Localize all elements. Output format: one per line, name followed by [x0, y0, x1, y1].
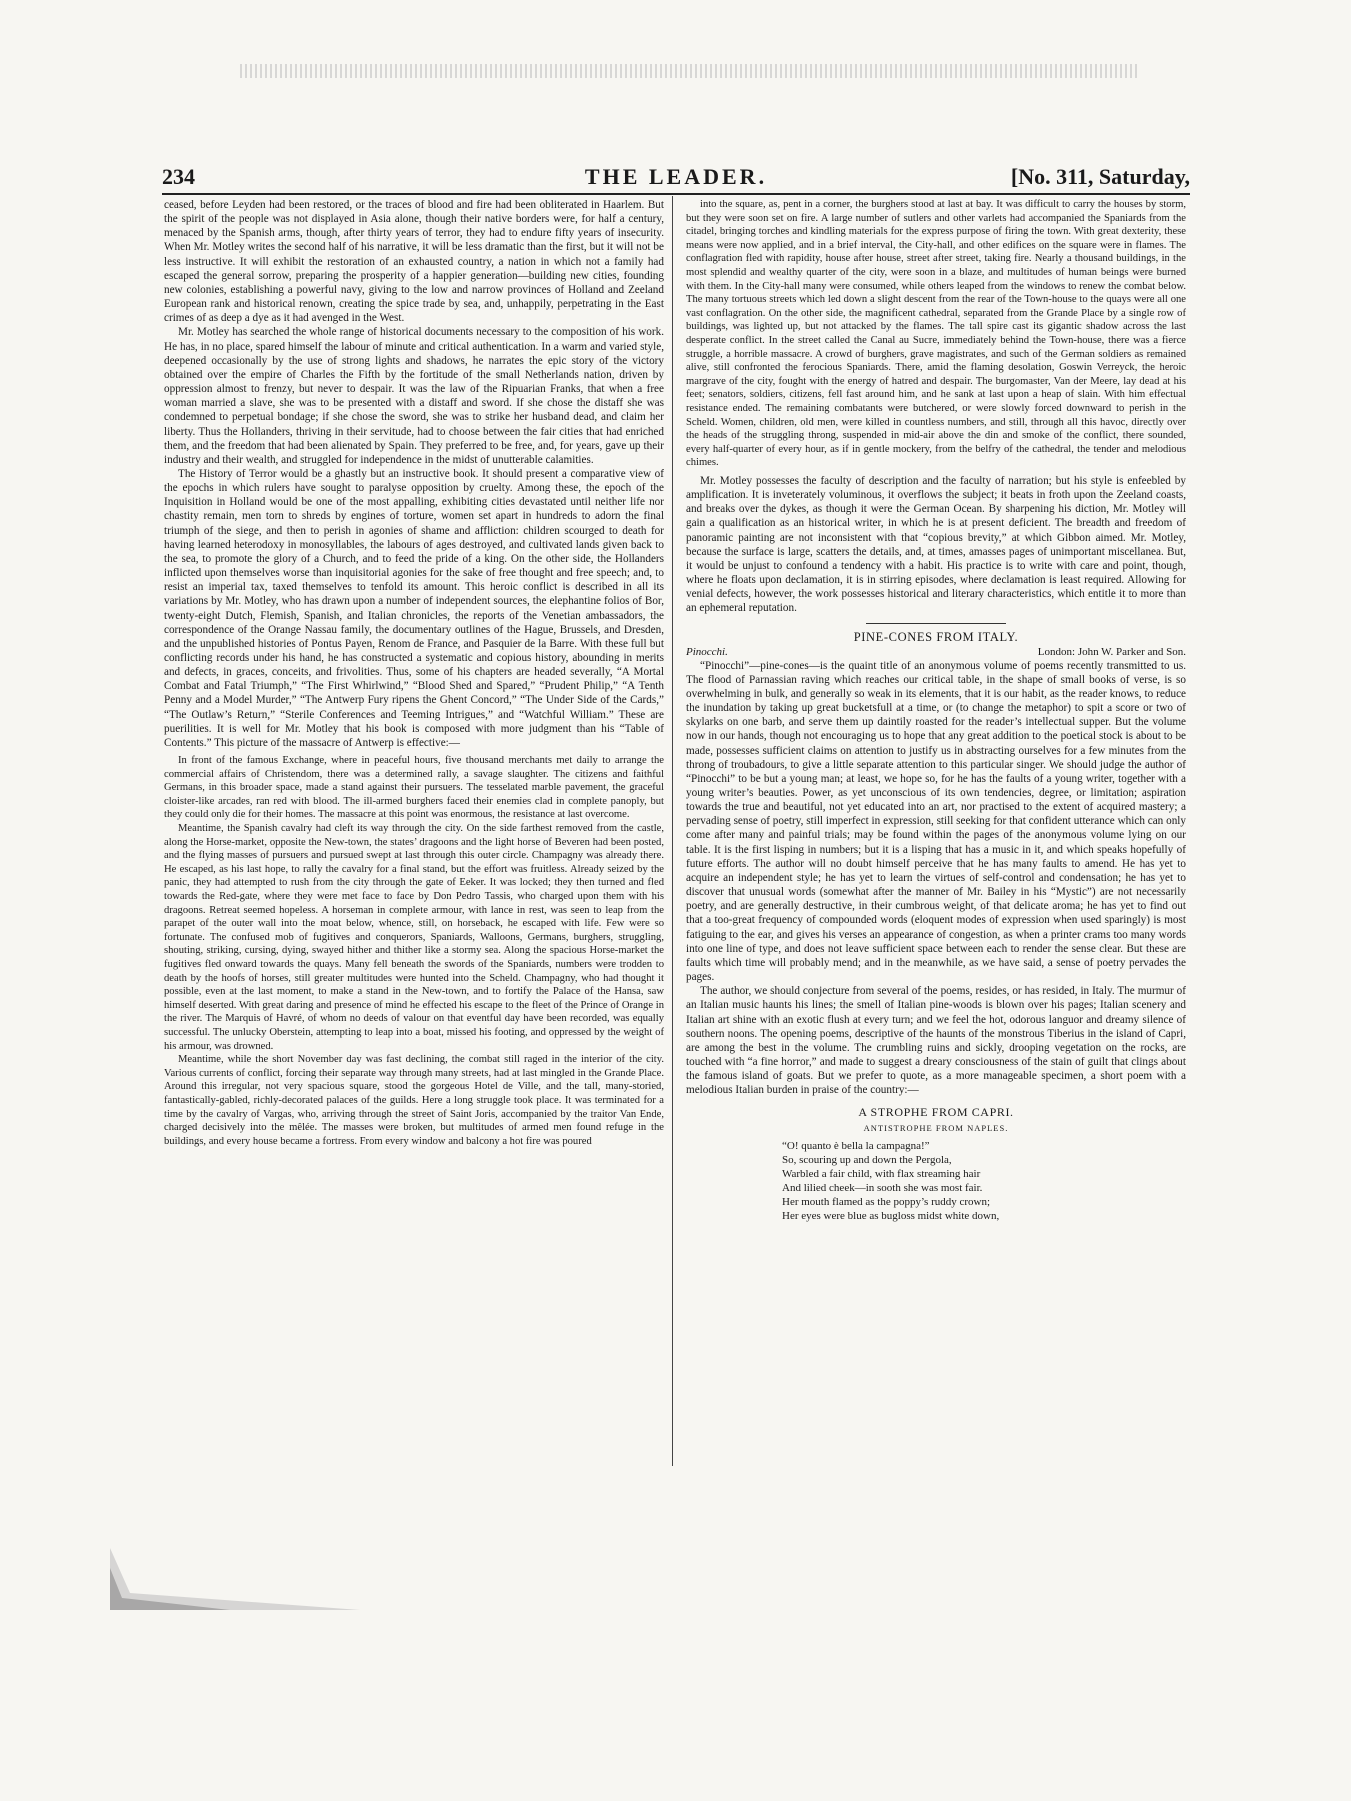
page-header	[162, 164, 1190, 188]
poem-line: “O! quanto è bella la campagna!”	[782, 1139, 930, 1152]
quoted-extract: Meantime, the Spanish cavalry had cleft its way through the city. On the side farthest removed from the castle, along the Horse-market, opposite the New-town, the states’ dragoons and the light horse of Beveren had been posted, and the flying masses of pursuers and pursued swept at last through this outer circle. Champagny was already there. He escaped, as his last hope, to rally the cavalry for a final stand, but the effort was fruitless. Already seized by the panic, they had attempted to rush from the city through the gate of Eeker. It was locked; they then turned and fled towards the Red-gate, where they were met face to face by Don Pedro Tassis, who charged upon them with his dragoons. Retreat seemed hopeless. A horseman in complete armour, with lance in rest, was seen to leap from the parapet of the outer wall into the moat below, whence, still, on horseback, he escaped with life. Few were so fortunate. The confused mob of fugitives and conquerors, Spaniards, Walloons, Germans, burghers, struggling, shouting, striking, cursing, dying, swayed hither and thither like a stormy sea. Along the spacious Horse-market the fugitives fled onward towards the quays. Many fell beneath the swords of the Spaniards, numbers were trodden to death by the hoofs of horses, still greater multitudes were hunted into the Scheld. Champagny, who had thought it possible, even at the last moment, to make a stand in the New-town, and to fortify the Palace of the Hansa, saw himself deserted. With great daring and presence of mind he effected his escape to the fleet of the Prince of Orange in the river. The Marquis of Havré, of whom no deeds of valour on that eventful day have been recorded, was equally successful. The unlucky Oberstein, attempting to leap into a boat, missed his footing, and oppressed by the weight of his armour, was drowned.	[164, 823, 664, 1052]
quoted-extract: In front of the famous Exchange, where in peaceful hours, five thousand merchants met daily to arrange the commercial affairs of Christendom, there was a determined rally, a savage slaughter. The citizens and faithful Germans, in this broader space, made a stand against their pursuers. The tesselated marble pavement, the graceful cloister-like arcades, ran red with blood. The ill-armed burghers faced their enemies clad in complete panoply, but they could only die for their homes. The massacre at this point was enormous, the resistance at last overcome.	[164, 755, 664, 821]
masthead: THE LEADER.	[584, 164, 768, 189]
article-paragraph: “Pinocchi”—pine-cones—is the quaint title of an anonymous volume of poems recently transmitted to us. The flood of Parnassian raving which reaches our critical table, in the shape of small books of verse, is so overwhelming in bulk, and generally so weak in its elements, that it is our habit, as the reader knows, to reduce the inundation by taking up great bucketsfull at a time, or (to change the metaphor) to spit a score or two of skylarks on one barb, and serve them up daintily roasted for the reader’s intellectual supper. But the volume now in our hands, though not encouraging us to hope that any great addition to the poetical stock is about to be made, possesses sufficient claims on attention to justify us in abstracting ourselves for a few minutes from the throng of troubadours, to give a little separate attention to this particular singer. We should judge the author of “Pinocchi” to be but a young man; at least, we hope so, for he has the faults of a young writer, together with a young writer’s beauties. Power, as yet unconscious of its own tendencies, degree, or limitation; aspiration towards the true and beautiful, not yet educated into an art, nor practised to the extent of acquired mastery; a pervading sense of poetry, still imperfect in expression, still seeking for that confident utterance which can only come after many and painful trials; may be found within the pages of the anonymous volume lying on our table. It is the first lisping in numbers; but it is a lisping that has a music in it, and which speaks hopefully of future efforts. The author will no doubt himself perceive that he has many faults to amend. He has yet to acquire an independent style; he has yet to learn the virtues of self-control and condensation; he has yet to discover that unusual words (somewhat after the manner of Mr. Bailey in his “Mystic”) are not necessarily poetry, and are generally destructive, in their cumbrous weight, of that delicate aroma; he has yet to find out that a too-great frequency of compounded words (eloquent modes of expression when used sparingly) is most fatiguing to the ear, and gives his verses an appearance of congestion, as when a printer crams too many words into one line of type, and does not leave sufficient space between each to render the sense clear. But these are faults which time will probably mend; and in the meanwhile, as we have said, a sense of poetry pervades the pages.	[686, 659, 1186, 984]
quoted-extract: Meantime, while the short November day was fast declining, the combat still raged in the interior of the city. Various currents of conflict, forcing their separate way through many streets, had at last mingled in the Grande Place. Around this irregular, not very spacious square, stood the gorgeous Hotel de Ville, and the tall, many-storied, fantastically-gabled, richly-decorated palaces of the guilds. Here a long struggle took place. It was terminated for a time by the cavalry of Vargas, who, arriving through the street of Saint Joris, accompanied by the traitor Van Ende, charged decisively into the mêlée. The masses were broken, but multitudes of armed men found refuge in the buildings, and every house became a fortress. From every window and balcony a hot fire was poured	[164, 1054, 664, 1147]
book-title: Pinocchi.	[686, 645, 728, 658]
poem-line: Her mouth flamed as the poppy’s ruddy crown;	[782, 1195, 991, 1208]
article-paragraph: The History of Terror would be a ghastly but an instructive book. It should present a comparative view of the epochs in which rulers have sought to paralyse opposition by cruelty. Among these, the epoch of the Inquisition in Holland would be one of the most appalling, exhibiting cities devastated until neither life nor chastity remain, men torn to shreds by engines of torture, women set apart in hundreds to adorn the final triumph of the siege, and then to perish in agonies of shame and affliction: children scourged to death for having learned heterodoxy in monosyllables, the labours of ages destroyed, and cultivated lands given back to the sea, to promote the glory of a Church, and to feed the pride of a king. On the other side, the Hollanders inflicted upon themselves worse than inquisitorial agonies for the sake of free thought and free speech; and, to resist an imperial tax, taxed themselves to tenfold its amount. This heroic conflict is described in all its variations by Mr. Motley, who has drawn upon a number of independent sources, the elephantine folios of Bor, twenty-eight Dutch, Flemish, Spanish, and Italian chronicles, the reports of the Venetian ambassadors, the correspondence of the Orange Nassau family, the documentary outlines of the Hague, Brussels, and Dresden, and the unpublished histories of Pontus Payen, Renom de France, and Pasquier de la Barre. With these full but conflicting records under his hand, he has constructed a systematic and copious history, abounding in merits and defects, in graces, conceits, and frivolities. Thus, some of his chapters are headed severally, “A Mortal Combat and Fatal Triumph,” “The First Whirlwind,” “Blood Shed and Spared,” “Prudent Philip,” “A Tenth Penny and a Model Murder,” “The Antwerp Fury ripens the Ghent Concord,” “The Under Side of the Cards,” “The Outlaw’s Return,” “Sterile Conferences and Teeming Intrigues,” and “Watchful William.” These are puerilities. It is well for Mr. Motley that his book is composed with more judgment than his “Table of Contents.” This picture of the massacre of Antwerp is effective:—	[164, 467, 664, 749]
section-title: PINE-CONES FROM ITALY.	[853, 630, 1019, 645]
article-paragraph: The author, we should conjecture from several of the poems, resides, or has resided, in Italy. The murmur of an Italian music haunts his lines; the smell of Italian pine-woods is blown over his pages; Italian scenery and Italian art shine with an exotic flush at every turn; and we feel the hot, odorous languor and dreamy silence of southern noons. The opening poems, descriptive of the haunts of the monstrous Tiberius in the island of Capri, are among the best in the volume. The crumbling ruins and sickly, drooping vegetation on the rocks, are touched with “a fine horror,” and made to suggest a dreary consciousness of the stain of guilt that clings about the famous island of goats. But we prefer to quote, as a more manageable specimen, a short poem with a melodious Italian burden in praise of the country:—	[686, 985, 1186, 1097]
publisher: London: John W. Parker and Son.	[1037, 645, 1186, 658]
quoted-extract-continued: into the square, as, pent in a corner, the burghers stood at last at bay. It was difficult to carry the houses by storm, but they were soon set on fire. A large number of sutlers and other varlets had accompanied the Spaniards from the citadel, bringing torches and kindling materials for the express purpose of firing the town. With great dexterity, these means were now applied, and in a brief interval, the City-hall, and other edifices on the square were in flames. The conflagration fled with rapidity, house after house, street after street, taking fire. Nearly a thousand buildings, in the most splendid and wealthy quarter of the city, were soon in a blaze, and multitudes of human beings were burned with them. In the City-hall many were consumed, while others leaped from the windows to renew the combat below. The many tortuous streets which led down a slight descent from the rear of the Town-house to the quays were all one vast conflagration. On the other side, the magnificent cathedral, separated from the Grande Place by a single row of buildings, was lighted up, but not attacked by the flames. The tall spire cast its gigantic shadow across the last desperate conflict. In the street called the Canal au Sucre, immediately behind the Town-house, there was a fierce struggle, a horrible massacre. A crowd of burghers, grave magistrates, and such of the German soldiers as remained alive, still confronted the ferocious Spaniards. There, amid the flaming desolation, Goswin Verreyck, the heroic margrave of the city, fought with the energy of hatred and despair. The burgomaster, Van der Meere, lay dead at his feet; senators, soldiers, citizens, fell fast around him, and he sank at last upon a heap of slain. With him effectual resistance ended. The remaining combatants were butchered, or were slowly forced downward to perish in the Scheld. Women, children, old men, were killed in countless numbers, and still, through all this havoc, directly over the heads of the struggling throng, suspended in mid-air above the din and smoke of the conflict, there sounded, every half-quarter of every hour, as if in gentle mockery, from the belfry of the cathedral, the tender and melodious chimes.	[686, 199, 1186, 469]
book-byline	[686, 645, 1186, 659]
right-column	[686, 198, 1186, 1223]
column-divider	[672, 196, 673, 1466]
poem	[782, 1139, 1186, 1223]
poem-line: So, scouring up and down the Pergola,	[782, 1153, 952, 1166]
scan-edge-artifact	[110, 1538, 360, 1610]
poem-title: A STROPHE FROM CAPRI.	[858, 1105, 1014, 1120]
article-paragraph: Mr. Motley has searched the whole range of historical documents necessary to the composition of his work. He has, in no place, spared himself the labour of minute and critical authentication. In a warm and varied style, deepened occasionally by the use of strong lights and shadows, he narrates the epic story of the victory obtained over the empire of Charles the Fifth by the fortitude of the small Netherlands nation, driven by oppression almost to frenzy, but never to despair. It was the law of the Ripuarian Franks, that when a free woman married a slave, she was to be presented with a distaff and sword. If she chose the distaff she was condemned to perpetual bondage; if she chose the sword, she was to strike her husband dead, and claim her liberty. Thus the Hollanders, thriving in their servitude, had to choose between the fair cities that had enriched them, and the freedom that had been alienated by Spain. They preferred to be free, and, for years, gave up their industry and their wealth, and struggled for independence in the midst of unutterable calamities.	[164, 326, 664, 466]
poem-subtitle: ANTISTROPHE FROM NAPLES.	[863, 1122, 1009, 1133]
poem-line: Warbled a fair child, with flax streaming hair	[782, 1167, 981, 1180]
page-number: 234	[162, 164, 195, 189]
article-paragraph: Mr. Motley possesses the faculty of description and the faculty of narration; but his style is enfeebled by amplification. It is inveterately voluminous, it overflows the subject; it beats in froth upon the Zeeland coasts, and breaks over the dykes, as though it were the German Ocean. By sharpening his diction, Mr. Motley will gain a qualification as an historical writer, in which he is at present deficient. The breadth and freedom of panoramic painting are not inconsistent with that “copious brevity,” at which Gibbon aimed. Mr. Motley, because the surface is large, scatters the details, and, at times, amasses pages of unimportant miscellanea. But, it would be unjust to confound a tendency with a habit. His practice is to write with care and point, though, where he floats upon declamation, it is in stirring episodes, where declamation is least required. Allowing for venial defects, however, the work possesses historical and literary characteristics, which entitle it to more than an ephemeral reputation.	[686, 474, 1186, 615]
left-column	[164, 198, 664, 1148]
section-rule	[866, 623, 1006, 624]
scan-noise-strip	[240, 64, 1140, 78]
poem-line: Her eyes were blue as bugloss midst white down,	[782, 1209, 1000, 1222]
poem-line: And lilied cheek—in sooth she was most fair.	[782, 1181, 983, 1194]
article-paragraph: ceased, before Leyden had been restored, or the traces of blood and fire had been obliterated in Haarlem. But the spirit of the people was not displayed in Asia alone, though their native borders were, for half a century, menaced by the Spanish arms, though, after thirty years of terror, they had to endure fifty years of insecurity. When Mr. Motley writes the second half of his narrative, it will be less dramatic than the first, but it will not be less instructive. It will exhibit the restoration of an exhausted country, a nation in which not a family had escaped the general sorrow, preparing the prosperity of a happier generation—building new cities, founding new colonies, establishing a powerful navy, giving to the low and narrow provinces of Holland and Zeeland European rank and historical renown, creating the spice trade by sea, and, unhappily, perpetrating in the East crimes of as deep a dye as it had avenged in the West.	[164, 199, 664, 325]
header-rule	[162, 193, 1190, 195]
issue-info: [No. 311, Saturday,	[1010, 164, 1190, 189]
